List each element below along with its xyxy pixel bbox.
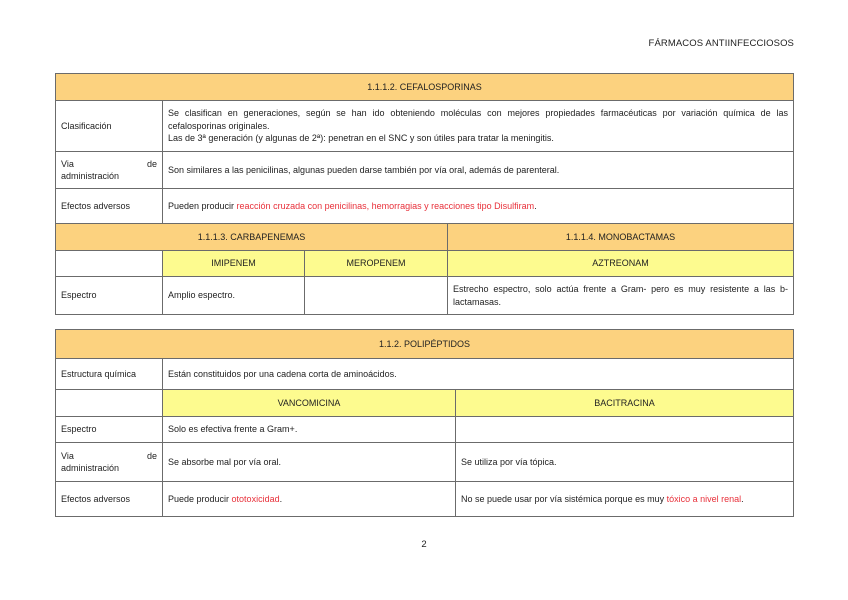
row-label: Clasificación	[56, 101, 163, 152]
text: Se clasifican en generaciones, según se han ido obteniendo moléculas con mejores propiedades farmacéuticas por variación química de las cefalosporinas originales.	[168, 108, 788, 131]
row-label: Espectro	[56, 277, 163, 315]
via-cell: Se absorbe mal por vía oral.	[163, 443, 456, 482]
section-title: 1.1.1.3. CARBAPENEMAS	[56, 224, 448, 251]
row-label	[56, 152, 163, 189]
drug-header: VANCOMICINA	[163, 390, 456, 417]
page-header: FÁRMACOS ANTIINFECCIOSOS	[648, 38, 794, 49]
section-title: 1.1.1.4. MONOBACTAMAS	[448, 224, 794, 251]
text: de	[146, 450, 157, 461]
empty-cell	[56, 251, 163, 277]
clasificacion-cell	[163, 101, 794, 152]
espectro-cell: Estrecho espectro, solo actúa frente a Gram- pero es muy resistente a las b-lactamasas.	[448, 277, 794, 315]
page-number: 2	[421, 539, 427, 550]
text: .	[534, 200, 537, 211]
highlight-text: tóxico a nivel renal	[666, 493, 742, 504]
via-cell: Son similares a las penicilinas, algunas pueden darse también por vía oral, además de parenteral.	[163, 152, 794, 189]
text: administración	[61, 171, 120, 181]
row-label: Efectos adversos	[56, 482, 163, 517]
via-cell: Se utiliza por vía tópica.	[456, 443, 794, 482]
text: .	[741, 493, 744, 504]
efectos-cell	[163, 482, 456, 517]
row-label	[56, 443, 163, 482]
row-label: Espectro	[56, 417, 163, 443]
text: de	[146, 158, 157, 169]
section-title: 1.1.1.2. CEFALOSPORINAS	[56, 74, 794, 101]
text: Las de 3ª generación (y algunas de 2ª): penetran en el SNC y son útiles para tratar la meningitis.	[168, 133, 554, 144]
text: Via	[61, 158, 74, 169]
highlight-text: ototoxicidad	[231, 493, 280, 504]
efectos-cell	[163, 189, 794, 224]
drug-header: BACITRACINA	[456, 390, 794, 417]
cefalosporinas-table	[55, 73, 794, 315]
drug-header: MEROPENEM	[305, 251, 448, 277]
drug-header: AZTREONAM	[448, 251, 794, 277]
row-label: Efectos adversos	[56, 189, 163, 224]
efectos-cell	[456, 482, 794, 517]
polipeptidos-table	[55, 329, 794, 517]
text: .	[279, 493, 283, 504]
highlight-text: reacción cruzada con penicilinas, hemorragias y reacciones tipo Disulfiram	[236, 200, 535, 211]
text: Via	[61, 450, 74, 461]
empty-cell	[305, 277, 448, 315]
empty-cell	[56, 390, 163, 417]
section-title: 1.1.2. POLIPÉPTIDOS	[56, 330, 794, 359]
drug-header: IMIPENEM	[163, 251, 305, 277]
text: No se puede usar por vía sistémica porque es muy	[461, 493, 667, 504]
text: Pueden producir	[168, 200, 237, 211]
empty-cell	[456, 417, 794, 443]
text: Puede producir	[168, 493, 232, 504]
estructura-cell: Están constituidos por una cadena corta de aminoácidos.	[163, 359, 794, 390]
text: administración	[61, 463, 120, 473]
row-label: Estructura química	[56, 359, 163, 390]
espectro-cell: Amplio espectro.	[163, 277, 305, 315]
espectro-cell: Solo es efectiva frente a Gram+.	[163, 417, 456, 443]
